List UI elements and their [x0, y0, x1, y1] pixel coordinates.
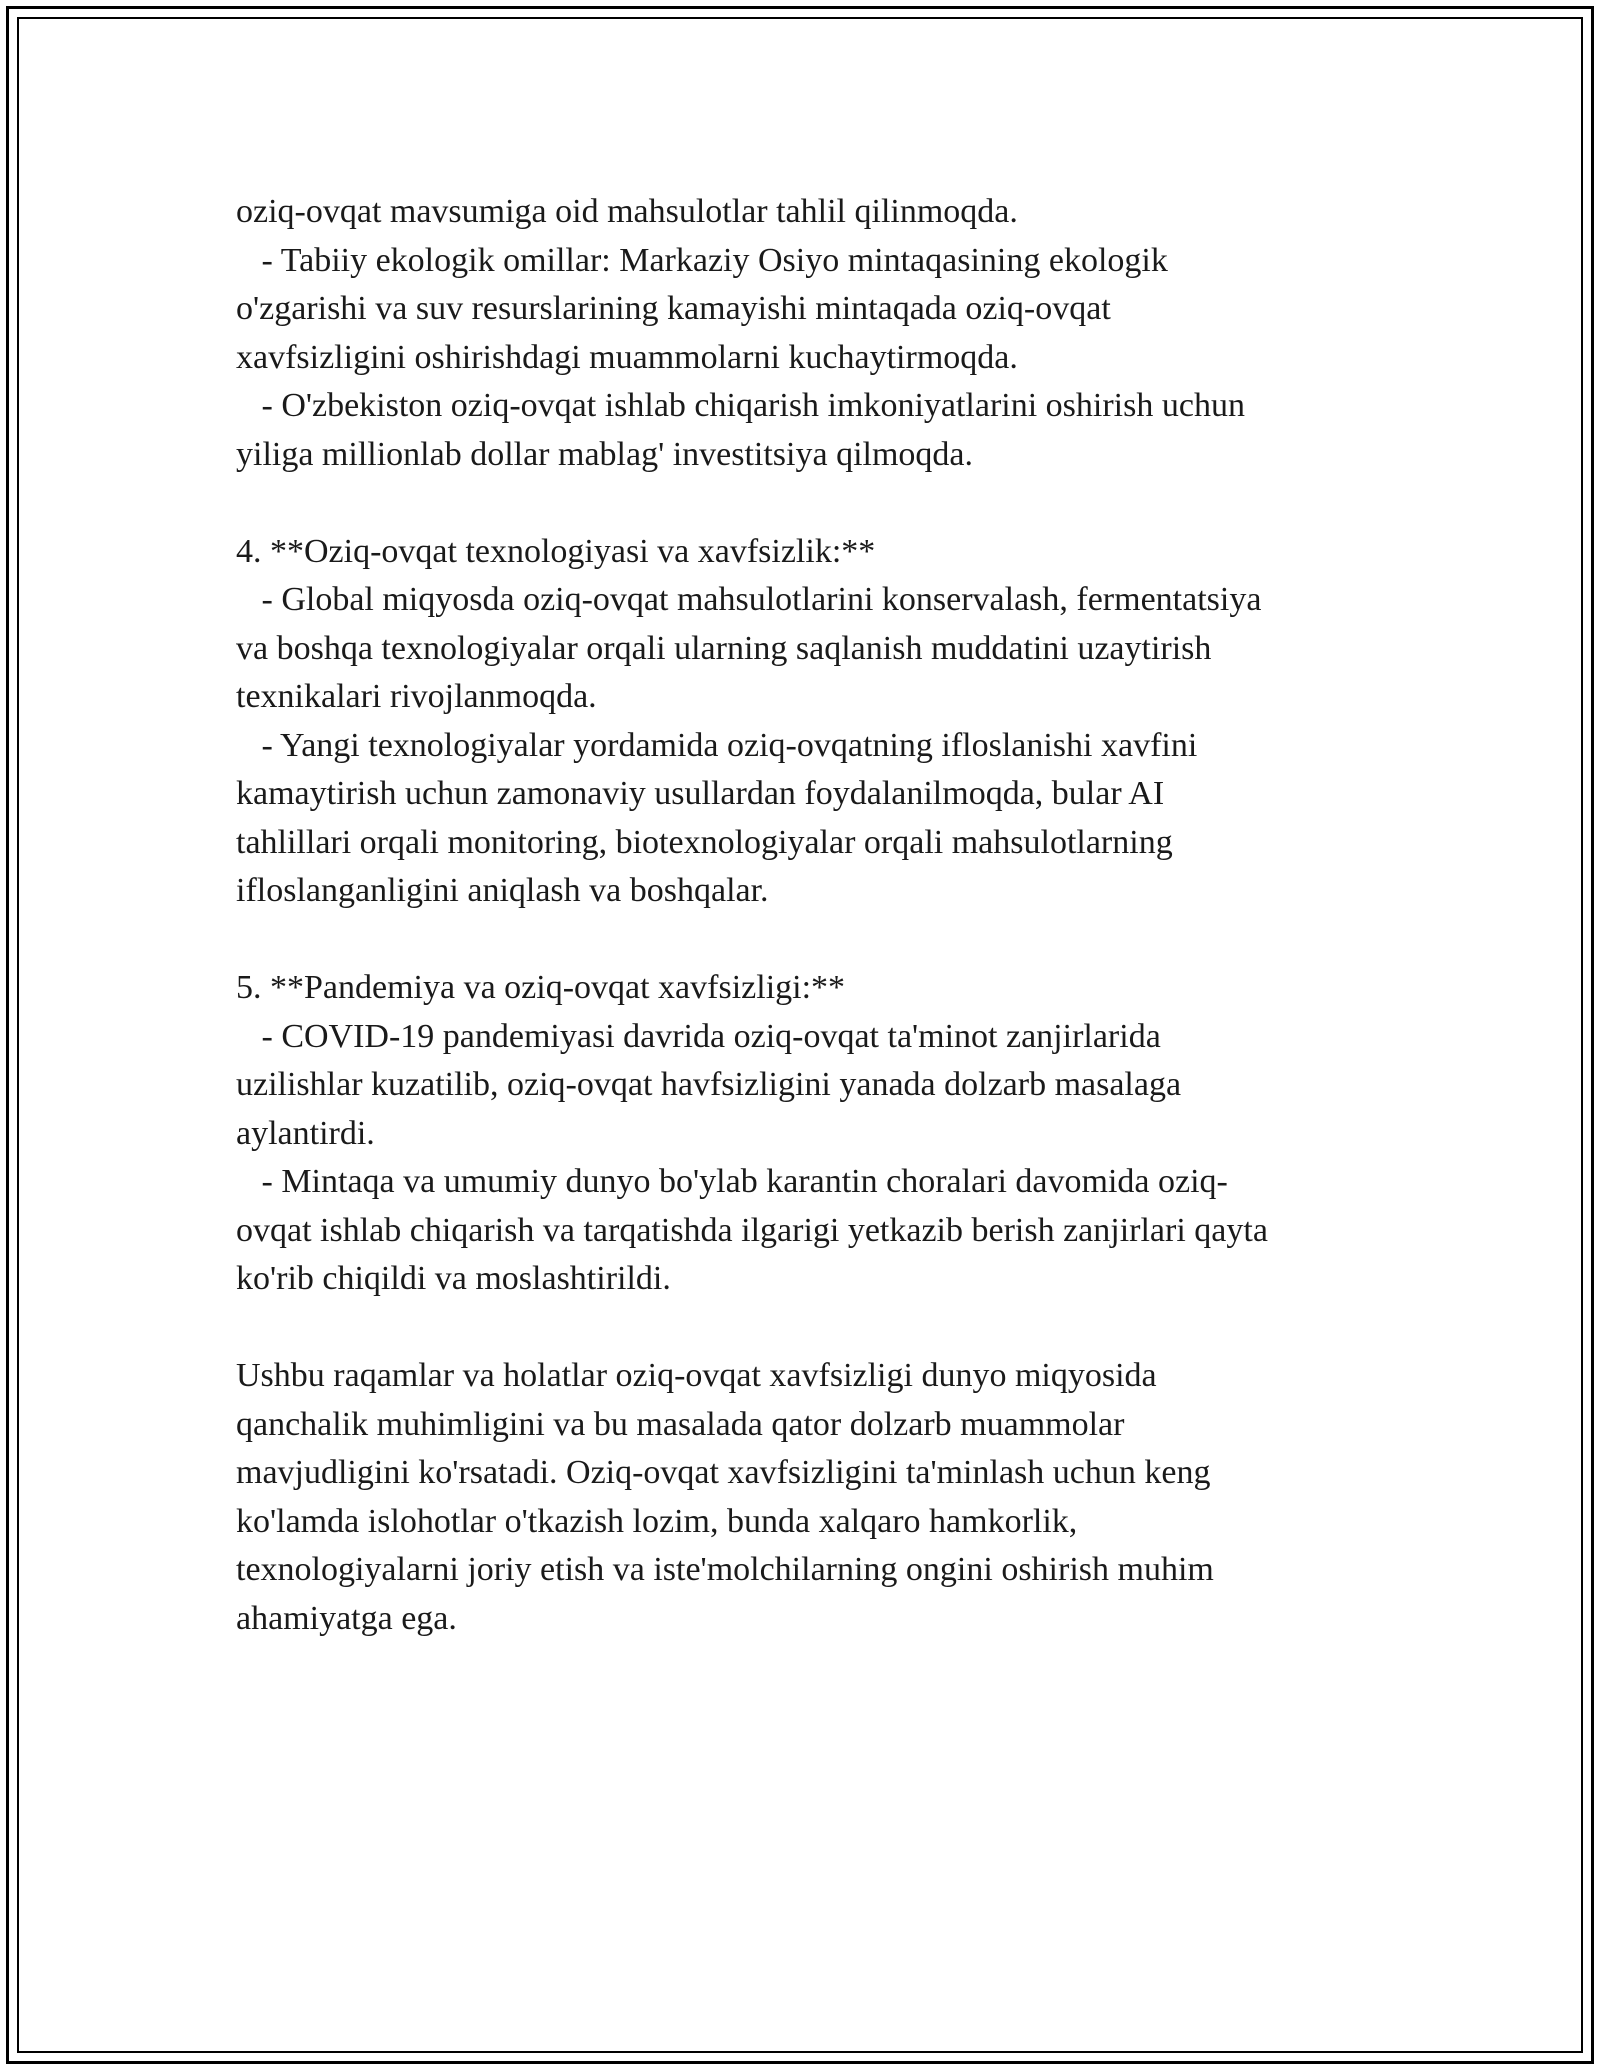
text-line: - Global miqyosda oziq-ovqat mahsulotlarini konservalash, fermentatsiya: [236, 581, 1262, 618]
document-body: [236, 188, 1386, 1643]
text-line: yiliga millionlab dollar mablag' investitsiya qilmoqda.: [236, 435, 974, 473]
text-line: ifloslanganligini aniqlash va boshqalar.: [236, 872, 769, 909]
text-line: ovqat ishlab chiqarish va tarqatishda ilgarigi yetkazib berish zanjirlari qayta: [236, 1211, 1268, 1249]
text-line: mavjudligini ko'rsatadi. Oziq-ovqat xavfsizligini ta'minlash uchun keng: [236, 1454, 1211, 1491]
text-line: texnologiyalarni joriy etish va iste'molchilarning ongini oshirish muhim: [236, 1551, 1214, 1588]
text-line: - Tabiiy ekologik omillar: Markaziy Osiyo mintaqasining ekologik: [236, 241, 1168, 279]
text-line: - COVID-19 pandemiyasi davrida oziq-ovqat ta'minot zanjirlarida: [236, 1017, 1161, 1055]
text-line: - Yangi texnologiyalar yordamida oziq-ovqatning ifloslanishi xavfini: [236, 726, 1198, 764]
text-line: ahamiyatga ega.: [236, 1599, 457, 1637]
text-line: tahlillari orqali monitoring, biotexnologiyalar orqali mahsulotlarning: [236, 823, 1173, 861]
text-line: ko'rib chiqildi va moslashtirildi.: [236, 1260, 671, 1297]
text-line: o'zgarishi va suv resurslarining kamayishi mintaqada oziq-ovqat: [236, 290, 1111, 327]
text-line: qanchalik muhimligini va bu masalada qator dolzarb muammolar: [236, 1405, 1125, 1443]
text-line: Ushbu raqamlar va holatlar oziq-ovqat xavfsizligi dunyo miqyosida: [236, 1357, 1157, 1394]
text-line: va boshqa texnologiyalar orqali ularning saqlanish muddatini uzaytirish: [236, 629, 1212, 667]
text-line: ko'lamda islohotlar o'tkazish lozim, bunda xalqaro hamkorlik,: [236, 1502, 1078, 1540]
text-line: texnikalari rivojlanmoqda.: [236, 678, 597, 715]
text-line: oziq-ovqat mavsumiga oid mahsulotlar tahlil qilinmoqda.: [236, 193, 1018, 230]
text-line: aylantirdi.: [236, 1114, 375, 1152]
paragraph-gap: [236, 1304, 1386, 1353]
paragraph-gap: [236, 916, 1386, 965]
text-line: xavfsizligini oshirishdagi muammolarni kuchaytirmoqda.: [236, 338, 1018, 376]
text-line: uzilishlar kuzatilib, oziq-ovqat havfsizligini yanada dolzarb masalaga: [236, 1066, 1182, 1103]
text-line: kamaytirish uchun zamonaviy usullardan foydalanilmoqda, bular AI: [236, 775, 1165, 812]
paragraph-gap: [236, 479, 1386, 528]
section-heading: 4. **Oziq-ovqat texnologiyasi va xavfsizlik:**: [236, 532, 876, 570]
text-line: - Mintaqa va umumiy dunyo bo'ylab karantin choralari davomida oziq-: [236, 1163, 1228, 1200]
text-line: - O'zbekiston oziq-ovqat ishlab chiqarish imkoniyatlarini oshirish uchun: [236, 387, 1245, 424]
section-heading: 5. **Pandemiya va oziq-ovqat xavfsizligi:**: [236, 969, 846, 1006]
